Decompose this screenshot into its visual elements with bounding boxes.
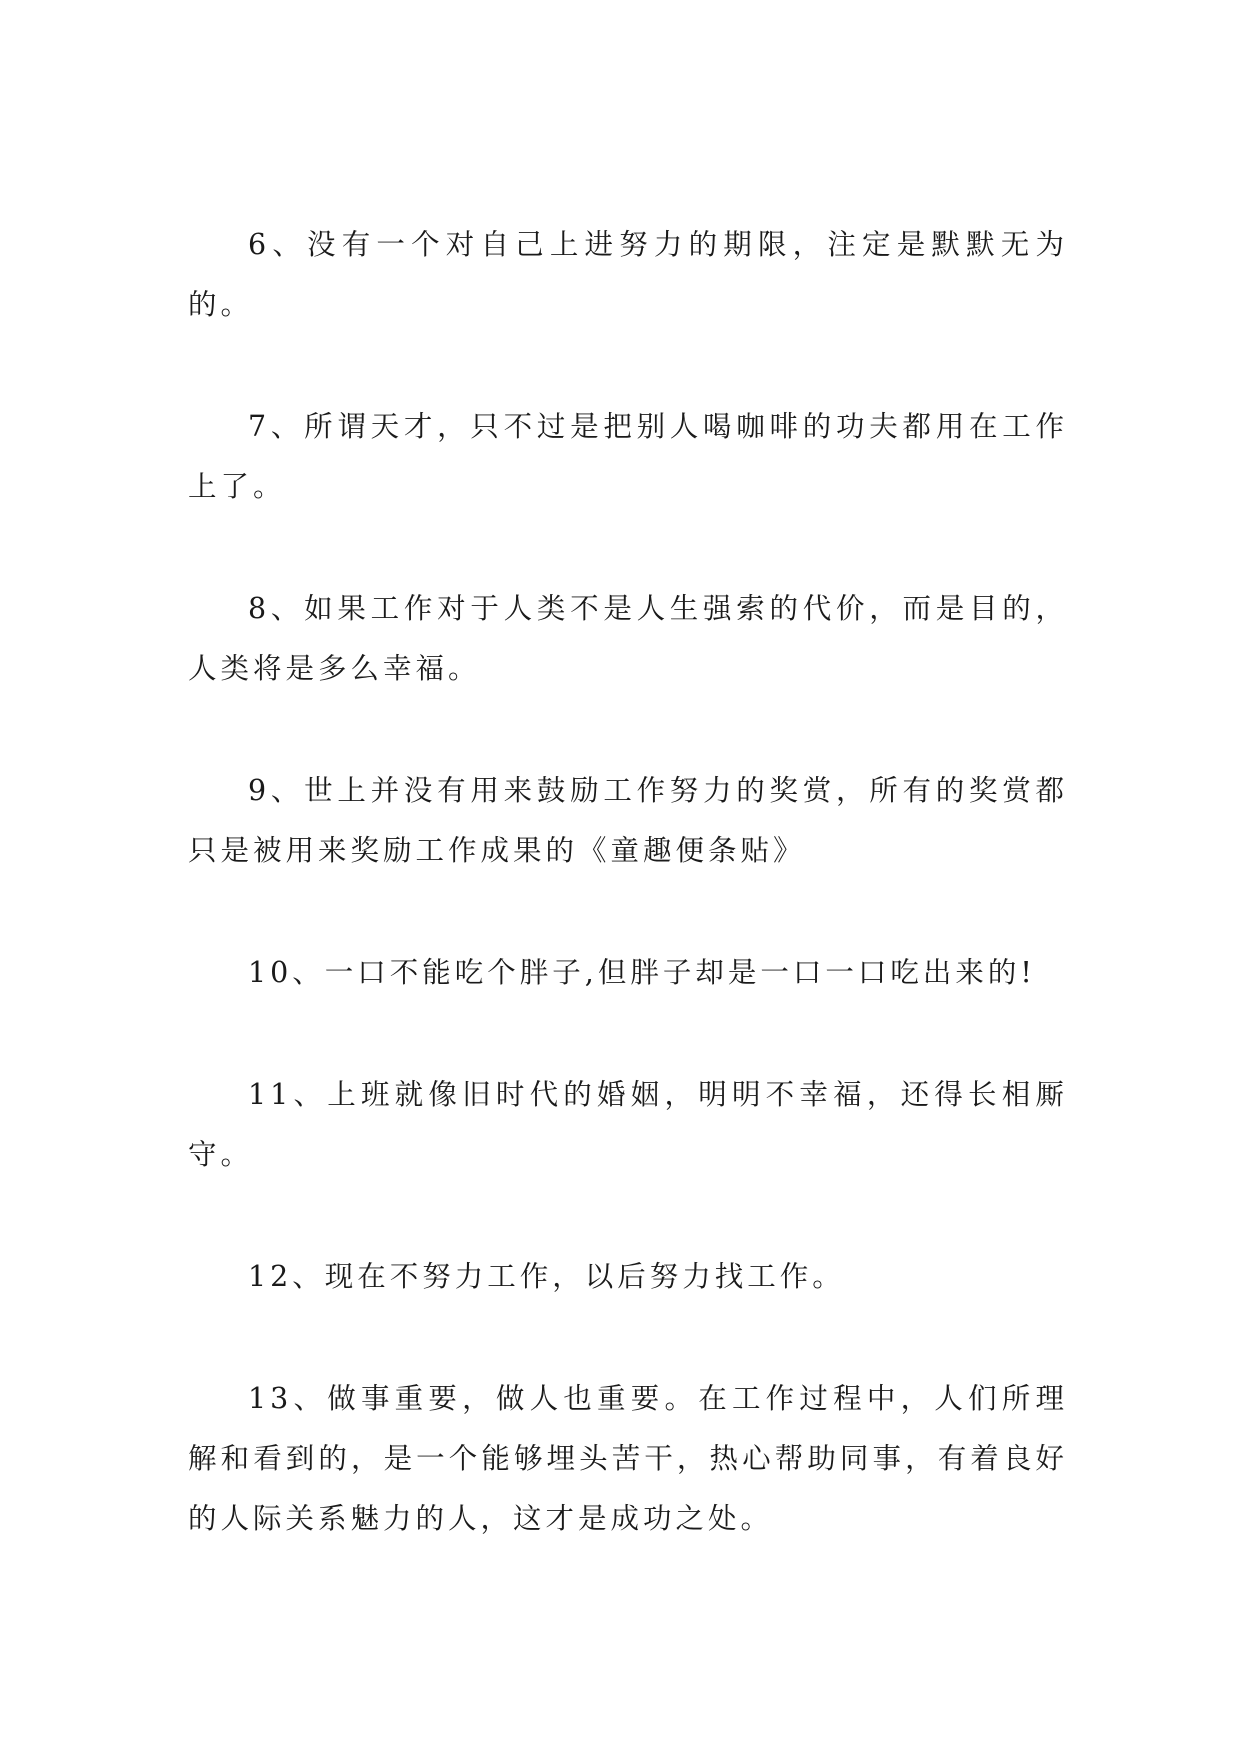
paragraph-13: 13、做事重要，做人也重要。在工作过程中，人们所理解和看到的，是一个能够埋头苦干，热心帮助同事，有着良好的人际关系魅力的人，这才是成功之处。 <box>188 1382 1068 1535</box>
paragraph-11: 11、上班就像旧时代的婚姻，明明不幸福，还得长相厮守。 <box>188 1078 1068 1171</box>
document-body <box>188 215 1068 1611</box>
paragraph-12: 12、现在不努力工作，以后努力找工作。 <box>248 1260 845 1293</box>
paragraph-9: 9、世上并没有用来鼓励工作努力的奖赏，所有的奖赏都只是被用来奖励工作成果的《童趣便条贴》 <box>188 774 1068 867</box>
paragraph-10: 10、一口不能吃个胖子,但胖子却是一口一口吃出来的! <box>248 956 1036 989</box>
paragraph-8: 8、如果工作对于人类不是人生强索的代价，而是目的，人类将是多么幸福。 <box>188 592 1068 685</box>
paragraph-7: 7、所谓天才，只不过是把别人喝咖啡的功夫都用在工作上了。 <box>188 410 1068 503</box>
paragraph-6: 6、没有一个对自己上进努力的期限，注定是默默无为的。 <box>188 228 1068 321</box>
